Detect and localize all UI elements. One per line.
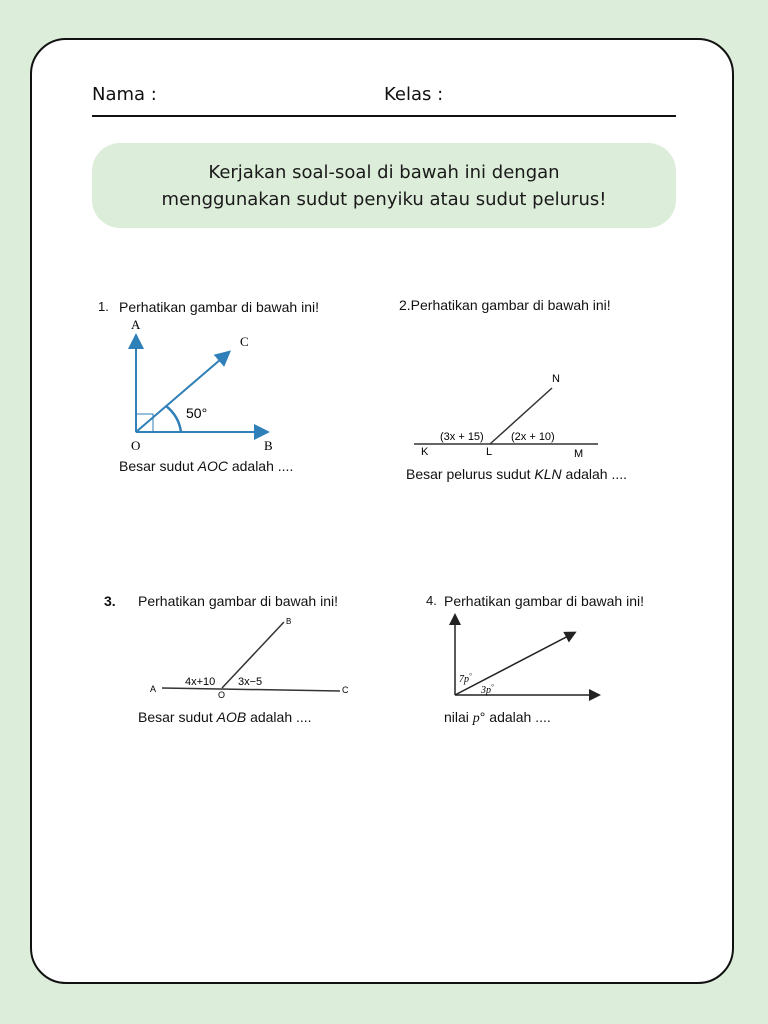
q2-label-l: L	[486, 446, 493, 458]
q2-answer: Besar pelurus sudut KLN adalah ....	[406, 466, 628, 482]
q4-number: 4.	[426, 593, 437, 608]
q3-label-c: C	[342, 685, 349, 695]
q1-label-angle: 50°	[186, 405, 208, 421]
q1-number: 1.	[98, 299, 109, 314]
q1-label-c: C	[240, 334, 249, 349]
q4-ray-middle	[455, 633, 574, 695]
q2-label-m: M	[574, 448, 584, 460]
q3-label-o: O	[218, 690, 226, 700]
q2-label-k: K	[421, 446, 429, 458]
q3-answer: Besar sudut AOB adalah ....	[138, 709, 312, 725]
q2-label-right: (2x + 10)	[511, 431, 555, 443]
q4-label-upper: 7p°	[459, 672, 472, 685]
q1-prompt: Perhatikan gambar di bawah ini!	[119, 299, 320, 315]
instruction-line-1: Kerjakan soal-soal di bawah ini dengan	[208, 161, 560, 183]
q3-label-left: 4x+10	[185, 676, 216, 688]
class-label: Kelas :	[384, 84, 444, 105]
q1-label-b: B	[264, 438, 273, 453]
q3-number: 3.	[104, 593, 116, 609]
q1-label-a: A	[131, 317, 141, 332]
q3-label-b: B	[286, 617, 292, 626]
q3-label-right: 3x−5	[238, 676, 263, 688]
q4-label-lower: 3p°	[481, 683, 494, 696]
q2-label-left: (3x + 15)	[440, 431, 484, 443]
q1-label-o: O	[131, 438, 141, 453]
q2-prompt: 2.Perhatikan gambar di bawah ini!	[399, 297, 611, 313]
instruction-line-2: menggunakan sudut penyiku atau sudut pelurus!	[161, 188, 607, 210]
q2-label-n: N	[552, 373, 560, 385]
q3-prompt: Perhatikan gambar di bawah ini!	[138, 593, 339, 609]
q4-prompt: Perhatikan gambar di bawah ini!	[444, 593, 645, 609]
q1-answer: Besar sudut AOC adalah ....	[119, 458, 294, 474]
q4-answer: nilai p° adalah ....	[444, 709, 551, 726]
q3-label-a: A	[150, 684, 157, 694]
name-label: Nama :	[92, 84, 157, 105]
